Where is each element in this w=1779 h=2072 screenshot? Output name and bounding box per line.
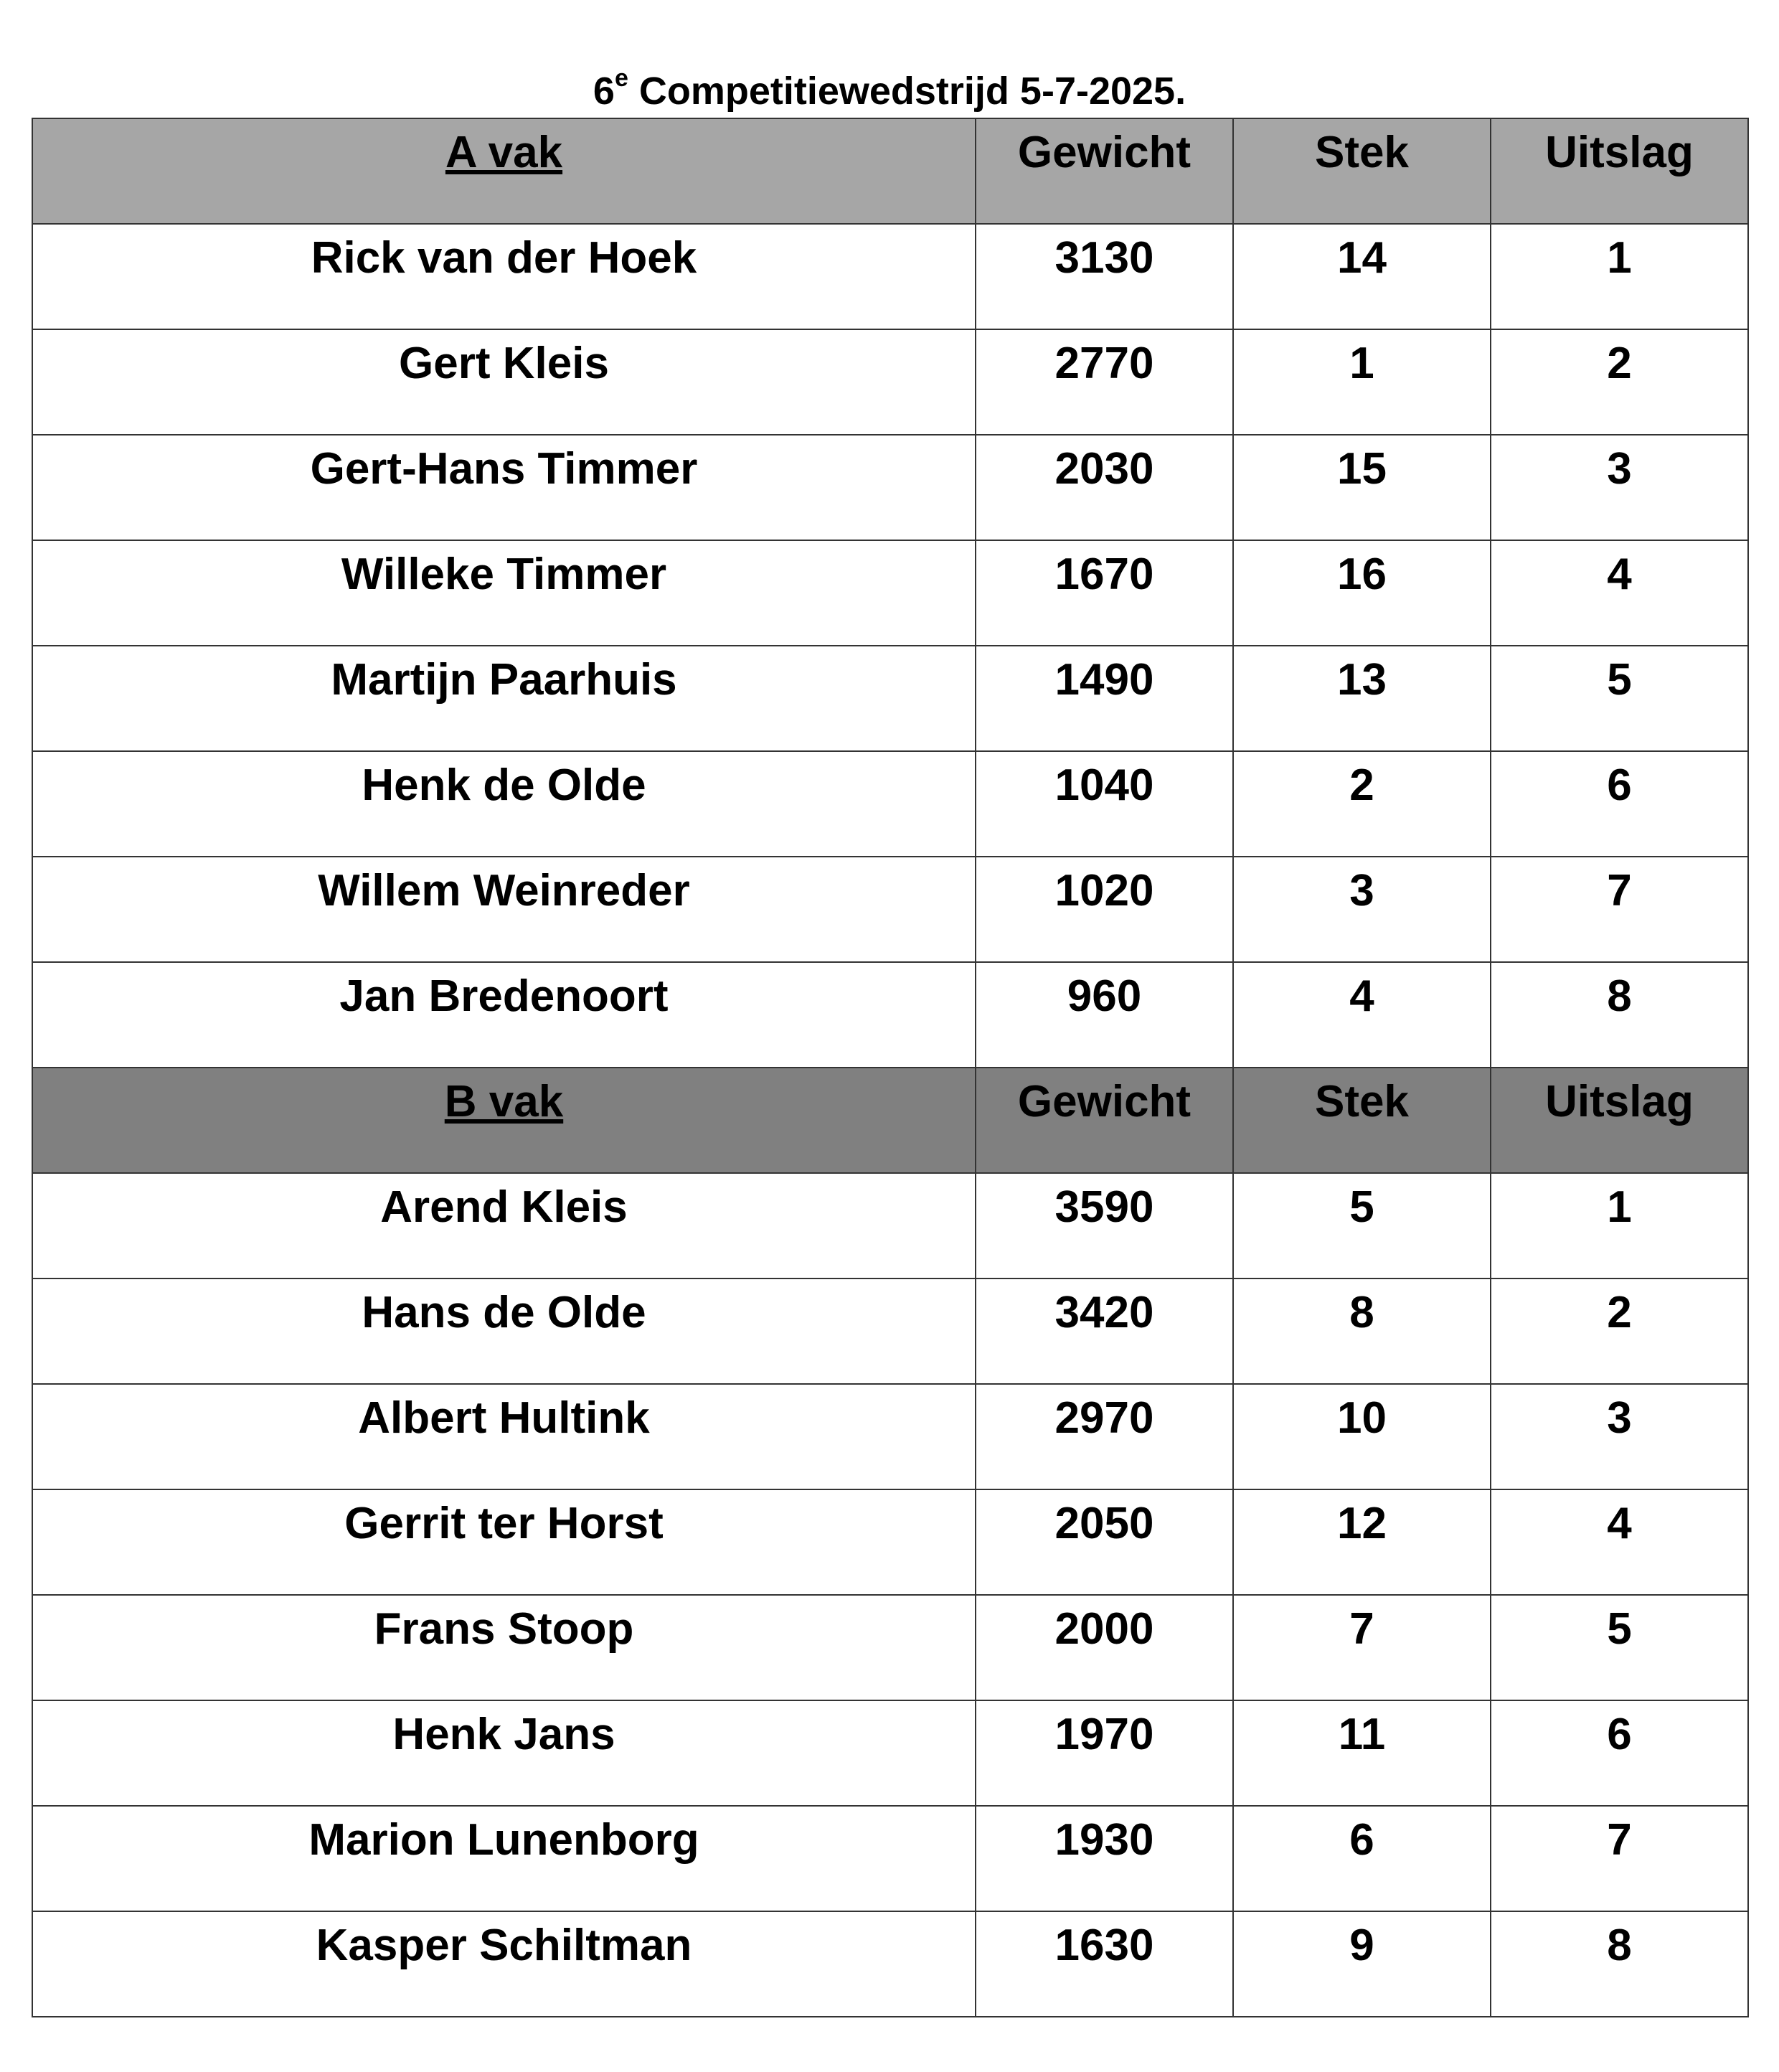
- cell-spot: [1233, 224, 1491, 329]
- cell-weight-text: 3590: [1054, 1182, 1154, 1232]
- cell-name: [32, 646, 976, 751]
- column-header-weight: Gewicht: [1017, 128, 1191, 177]
- cell-spot-text: 15: [1337, 444, 1387, 494]
- cell-weight-text: 2030: [1054, 444, 1154, 494]
- column-header-result: Uitslag: [1545, 1077, 1694, 1126]
- cell-result-text: 4: [1607, 550, 1632, 599]
- cell-spot-text: 14: [1337, 233, 1387, 283]
- cell-spot-text: 12: [1337, 1499, 1387, 1548]
- document-title: [0, 66, 1779, 116]
- header-cell-weight: [976, 118, 1233, 224]
- cell-name-text: Hans de Olde: [362, 1288, 646, 1337]
- cell-result: [1491, 224, 1748, 329]
- table-row: [32, 962, 1748, 1068]
- cell-weight-text: 2000: [1054, 1604, 1154, 1654]
- cell-name-text: Rick van der Hoek: [311, 233, 697, 283]
- table-row: [32, 646, 1748, 751]
- cell-weight: [976, 1700, 1233, 1806]
- cell-spot-text: 16: [1337, 550, 1387, 599]
- column-header-result: Uitslag: [1545, 128, 1694, 177]
- cell-spot-text: 8: [1349, 1288, 1374, 1337]
- cell-result-text: 4: [1607, 1499, 1632, 1548]
- cell-name: [32, 1911, 976, 2017]
- cell-weight: [976, 329, 1233, 435]
- cell-result: [1491, 962, 1748, 1068]
- cell-spot-text: 6: [1349, 1815, 1374, 1865]
- cell-result: [1491, 1384, 1748, 1489]
- cell-spot-text: 2: [1349, 760, 1374, 810]
- cell-weight-text: 1490: [1054, 655, 1154, 705]
- cell-spot-text: 1: [1349, 339, 1374, 388]
- cell-name-text: Kasper Schiltman: [316, 1921, 692, 1970]
- cell-result: [1491, 1173, 1748, 1278]
- cell-result-text: 1: [1607, 233, 1632, 283]
- cell-spot: [1233, 1806, 1491, 1911]
- cell-result: [1491, 1700, 1748, 1806]
- cell-weight: [976, 540, 1233, 646]
- cell-name: [32, 540, 976, 646]
- header-cell-name: [32, 118, 976, 224]
- cell-name-text: Willem Weinreder: [318, 866, 690, 915]
- cell-result-text: 6: [1607, 760, 1632, 810]
- cell-weight: [976, 1173, 1233, 1278]
- cell-spot: [1233, 962, 1491, 1068]
- cell-weight: [976, 435, 1233, 540]
- cell-name: [32, 857, 976, 962]
- table-row: [32, 1173, 1748, 1278]
- cell-name: [32, 1700, 976, 1806]
- cell-weight: [976, 646, 1233, 751]
- cell-weight: [976, 1489, 1233, 1595]
- cell-name: [32, 962, 976, 1068]
- title-text: Competitiewedstrijd 5-7-2025.: [628, 70, 1186, 113]
- header-cell-spot: [1233, 118, 1491, 224]
- cell-result: [1491, 1806, 1748, 1911]
- title-ordinal: 6: [593, 70, 615, 113]
- cell-name: [32, 1595, 976, 1700]
- cell-spot: [1233, 1595, 1491, 1700]
- cell-name-text: Frans Stoop: [374, 1604, 634, 1654]
- cell-name: [32, 1489, 976, 1595]
- table-row: [32, 1384, 1748, 1489]
- column-header-spot: Stek: [1315, 1077, 1409, 1126]
- cell-result: [1491, 1278, 1748, 1384]
- section-title: B vak: [444, 1077, 564, 1126]
- cell-weight-text: 2050: [1054, 1499, 1154, 1548]
- cell-name-text: Martijn Paarhuis: [331, 655, 677, 705]
- cell-weight: [976, 224, 1233, 329]
- cell-result: [1491, 857, 1748, 962]
- cell-name-text: Willeke Timmer: [341, 550, 667, 599]
- cell-weight: [976, 1911, 1233, 2017]
- cell-weight: [976, 1595, 1233, 1700]
- section-header-row: [32, 1068, 1748, 1173]
- cell-result-text: 7: [1607, 866, 1632, 915]
- table-row: [32, 329, 1748, 435]
- cell-name-text: Gerrit ter Horst: [344, 1499, 664, 1548]
- cell-result-text: 2: [1607, 339, 1632, 388]
- cell-weight: [976, 1384, 1233, 1489]
- cell-spot: [1233, 1384, 1491, 1489]
- cell-name-text: Henk Jans: [392, 1710, 615, 1759]
- cell-weight-text: 3420: [1054, 1288, 1154, 1337]
- table-row: [32, 1278, 1748, 1384]
- cell-spot: [1233, 1700, 1491, 1806]
- cell-spot-text: 9: [1349, 1921, 1374, 1970]
- cell-result: [1491, 1911, 1748, 2017]
- table-row: [32, 1489, 1748, 1595]
- cell-name-text: Albert Hultink: [358, 1393, 650, 1443]
- cell-spot-text: 13: [1337, 655, 1387, 705]
- cell-name: [32, 1173, 976, 1278]
- cell-spot-text: 4: [1349, 971, 1374, 1021]
- cell-name: [32, 329, 976, 435]
- cell-result-text: 1: [1607, 1182, 1632, 1232]
- column-header-weight: Gewicht: [1017, 1077, 1191, 1126]
- cell-result: [1491, 1595, 1748, 1700]
- cell-weight-text: 1020: [1054, 866, 1154, 915]
- table-row: [32, 1700, 1748, 1806]
- cell-weight: [976, 1806, 1233, 1911]
- cell-weight: [976, 962, 1233, 1068]
- header-cell-name: [32, 1068, 976, 1173]
- cell-weight-text: 1930: [1054, 1815, 1154, 1865]
- title-superscript: e: [614, 65, 628, 92]
- cell-result: [1491, 646, 1748, 751]
- table-row: [32, 1911, 1748, 2017]
- cell-spot: [1233, 857, 1491, 962]
- cell-spot: [1233, 540, 1491, 646]
- cell-name-text: Jan Bredenoort: [339, 971, 669, 1021]
- cell-weight-text: 1670: [1054, 550, 1154, 599]
- cell-name: [32, 1278, 976, 1384]
- results-table-body: [32, 118, 1748, 2017]
- cell-result-text: 6: [1607, 1710, 1632, 1759]
- cell-spot-text: 10: [1337, 1393, 1387, 1443]
- header-cell-result: [1491, 1068, 1748, 1173]
- cell-name: [32, 751, 976, 857]
- cell-result-text: 3: [1607, 444, 1632, 494]
- table-row: [32, 751, 1748, 857]
- cell-result-text: 5: [1607, 1604, 1632, 1654]
- cell-weight: [976, 857, 1233, 962]
- cell-weight-text: 3130: [1054, 233, 1154, 283]
- cell-spot-text: 7: [1349, 1604, 1374, 1654]
- cell-name: [32, 1806, 976, 1911]
- cell-spot: [1233, 1489, 1491, 1595]
- cell-weight-text: 2970: [1054, 1393, 1154, 1443]
- cell-spot: [1233, 646, 1491, 751]
- header-cell-weight: [976, 1068, 1233, 1173]
- table-row: [32, 1806, 1748, 1911]
- cell-weight: [976, 1278, 1233, 1384]
- cell-spot: [1233, 1173, 1491, 1278]
- cell-weight-text: 1970: [1054, 1710, 1154, 1759]
- table-row: [32, 1595, 1748, 1700]
- section-title: A vak: [445, 128, 563, 177]
- cell-result-text: 3: [1607, 1393, 1632, 1443]
- cell-result: [1491, 1489, 1748, 1595]
- table-row: [32, 540, 1748, 646]
- cell-spot: [1233, 1911, 1491, 2017]
- cell-weight-text: 2770: [1054, 339, 1154, 388]
- cell-spot-text: 11: [1338, 1710, 1386, 1759]
- cell-weight: [976, 751, 1233, 857]
- cell-name: [32, 435, 976, 540]
- cell-spot: [1233, 329, 1491, 435]
- cell-weight-text: 1630: [1054, 1921, 1154, 1970]
- cell-name-text: Gert Kleis: [399, 339, 609, 388]
- cell-name: [32, 1384, 976, 1489]
- section-header-row: [32, 118, 1748, 224]
- cell-name-text: Arend Kleis: [380, 1182, 628, 1232]
- cell-name-text: Henk de Olde: [362, 760, 646, 810]
- cell-weight-text: 960: [1067, 971, 1142, 1021]
- table-row: [32, 435, 1748, 540]
- cell-result-text: 8: [1607, 1921, 1632, 1970]
- cell-result: [1491, 329, 1748, 435]
- cell-weight-text: 1040: [1054, 760, 1154, 810]
- cell-spot-text: 3: [1349, 866, 1374, 915]
- cell-result-text: 8: [1607, 971, 1632, 1021]
- header-cell-result: [1491, 118, 1748, 224]
- cell-result-text: 2: [1607, 1288, 1632, 1337]
- table-row: [32, 857, 1748, 962]
- cell-spot: [1233, 435, 1491, 540]
- column-header-spot: Stek: [1315, 128, 1409, 177]
- table-row: [32, 224, 1748, 329]
- cell-spot: [1233, 1278, 1491, 1384]
- cell-result: [1491, 540, 1748, 646]
- cell-result-text: 7: [1607, 1815, 1632, 1865]
- results-table: [32, 118, 1749, 2017]
- cell-name: [32, 224, 976, 329]
- cell-name-text: Gert-Hans Timmer: [310, 444, 698, 494]
- cell-spot: [1233, 751, 1491, 857]
- cell-name-text: Marion Lunenborg: [308, 1815, 699, 1865]
- header-cell-spot: [1233, 1068, 1491, 1173]
- cell-spot-text: 5: [1349, 1182, 1374, 1232]
- cell-result: [1491, 435, 1748, 540]
- cell-result: [1491, 751, 1748, 857]
- cell-result-text: 5: [1607, 655, 1632, 705]
